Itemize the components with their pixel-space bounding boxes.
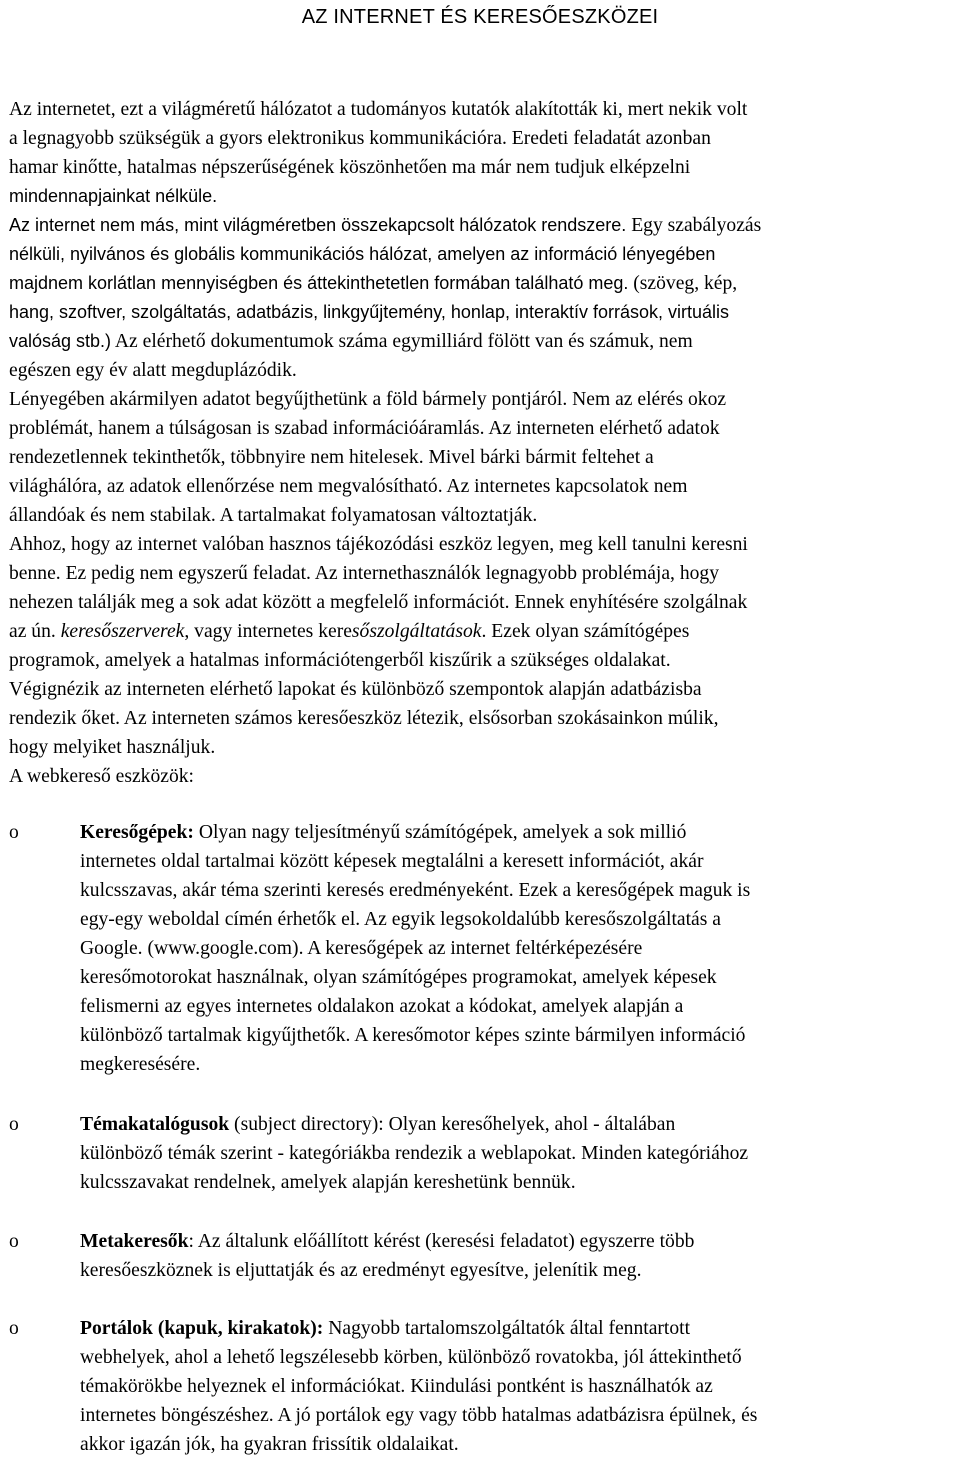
text-line: az ún. keresőszerverek, vagy internetes keresőszolgáltatások. Ezek olyan számítógépes <box>9 621 690 642</box>
text-line: különböző tartalmak kigyűjthetők. A keresőmotor képes szinte bármilyen információ <box>80 1025 746 1046</box>
text-line: nélküli, nyilvános és globális kommunikációs hálózat, amelyen az információ lényegében <box>9 244 716 264</box>
text-line: Lényegében akármilyen adatot begyűjthetünk a föld bármely pontjáról. Nem az elérés okoz <box>9 389 727 410</box>
text-line: egy-egy weboldal címén érhetők el. Az egyik legsokoldalúbb keresőszolgáltatás a <box>80 909 721 930</box>
text-line: világhálóra, az adatok ellenőrzése nem megvalósítható. Az internetes kapcsolatok nem <box>9 476 688 497</box>
text-line: benne. Ez pedig nem egyszerű feladat. Az internethasználók legnagyobb problémája, hogy <box>9 563 720 584</box>
text-line: Az internetet, ezt a világméretű hálózatot a tudományos kutatók alakították ki, mert nekik volt <box>9 99 748 120</box>
list-item-text <box>80 818 946 1079</box>
bullet-marker: o <box>9 1231 19 1252</box>
text-line: egészen egy év alatt megduplázódik. <box>9 360 297 381</box>
term: Portálok (kapuk, kirakatok): <box>80 1318 324 1339</box>
text-line: A webkereső eszközök: <box>9 766 194 787</box>
text-line: problémát, hanem a túlságosan is szabad információáramlás. Az interneten elérhető adatok <box>9 418 720 439</box>
text-line: különböző témák szerint - kategóriákba rendezik a weblapokat. Minden kategóriához <box>80 1143 749 1164</box>
term: Témakatalógusok <box>80 1114 230 1135</box>
bullet-marker: o <box>9 1318 19 1339</box>
text-line: felismerni az egyes internetes oldalakon azokat a kódokat, amelyek alapján a <box>80 996 684 1017</box>
text-line: Végignézik az interneten elérhető lapokat és különböző szempontok alapján adatbázisba <box>9 679 702 700</box>
text-line: kulcsszavakat rendelnek, amelyek alapján kereshetünk bennük. <box>80 1172 576 1193</box>
term: Keresőgépek: <box>80 822 194 843</box>
list-item-text <box>80 1314 946 1459</box>
text-line: Portálok (kapuk, kirakatok): Nagyobb tartalomszolgáltatók által fenntartott <box>80 1318 691 1339</box>
text-line: Ahhoz, hogy az internet valóban hasznos tájékozódási eszköz legyen, meg kell tanulni keresni <box>9 534 748 555</box>
text-line: internetes oldal tartalmai között képesek megtalálni a keresett információt, akár <box>80 851 704 872</box>
list-item-text <box>80 1110 946 1197</box>
text-line: hang, szoftver, szolgáltatás, adatbázis, linkgyűjtemény, honlap, interaktív források, virtuális <box>9 302 730 322</box>
text-line: kulcsszavas, akár téma szerinti keresés eredményeként. Ezek a keresőgépek maguk is <box>80 880 751 901</box>
text-line: majdnem korlátlan mennyiségben és áttekinthetetlen formában található meg. (szöveg, kép, <box>9 273 738 294</box>
intro-text <box>9 95 949 791</box>
text-line: témakörökbe helyeznek el információkat. Kiindulási pontként is használhatók az <box>80 1376 713 1397</box>
text-line: nehezen találják meg a sok adat között a megfelelő információt. Ennek enyhítésére szolgálnak <box>9 592 748 613</box>
list-item-text <box>80 1227 946 1285</box>
text-line: Témakatalógusok (subject directory): Olyan keresőhelyek, ahol - általában <box>80 1114 676 1135</box>
text-line: rendezetlennek tekinthetők, többnyire nem hitelesek. Mivel bárki bármit feltehet a <box>9 447 654 468</box>
text-line: Az internet nem más, mint világméretben összekapcsolt hálózatok rendszere. Egy szabályozás <box>9 215 762 236</box>
text-line: keresőmotorokat használnak, olyan számítógépes programokat, amelyek képesek <box>80 967 717 988</box>
text-line: mindennapjainkat nélküle. <box>9 186 218 206</box>
text-line: keresőeszköznek is eljuttatják és az eredményt egyesítve, jelenítik meg. <box>80 1260 642 1281</box>
text-line: állandóak és nem stabilak. A tartalmakat folyamatosan változtatják. <box>9 505 538 526</box>
text-line: valóság stb.) Az elérhető dokumentumok száma egymilliárd fölött van és számuk, nem <box>9 331 693 352</box>
text-line: Metakeresők: Az általunk előállított kérést (keresési feladatot) egyszerre több <box>80 1231 695 1252</box>
text-line: webhelyek, ahol a lehető legszélesebb körben, különböző rovatokba, jól áttekinthető <box>80 1347 742 1368</box>
term: Metakeresők <box>80 1231 189 1252</box>
text-line: internetes böngészéshez. A jó portálok egy vagy több hatalmas adatbázisra épülnek, és <box>80 1405 758 1426</box>
text-line: hogy melyiket használjuk. <box>9 737 216 758</box>
bullet-marker: o <box>9 822 19 843</box>
text-line: Google. (www.google.com). A keresőgépek az internet feltérképezésére <box>80 938 643 959</box>
text-line: hamar kinőtte, hatalmas népszerűségének köszönhetően ma már nem tudjuk elképzelni <box>9 157 691 178</box>
text-line: a legnagyobb szükségük a gyors elektronikus kommunikációra. Eredeti feladatát azonban <box>9 128 711 149</box>
page-title: AZ INTERNET ÉS KERESŐESZKÖZEI <box>301 6 659 28</box>
text-line: programok, amelyek a hatalmas információtengerből kiszűrik a szükséges oldalakat. <box>9 650 671 671</box>
text-line: rendezik őket. Az interneten számos keresőeszköz létezik, elsősorban szokásainkon múlik, <box>9 708 719 729</box>
text-line: akkor igazán jók, ha gyakran frissítik oldalaikat. <box>80 1434 459 1455</box>
bullet-marker: o <box>9 1114 19 1135</box>
text-line: Keresőgépek: Olyan nagy teljesítményű számítógépek, amelyek a sok millió <box>80 822 687 843</box>
text-line: megkeresésére. <box>80 1054 201 1075</box>
